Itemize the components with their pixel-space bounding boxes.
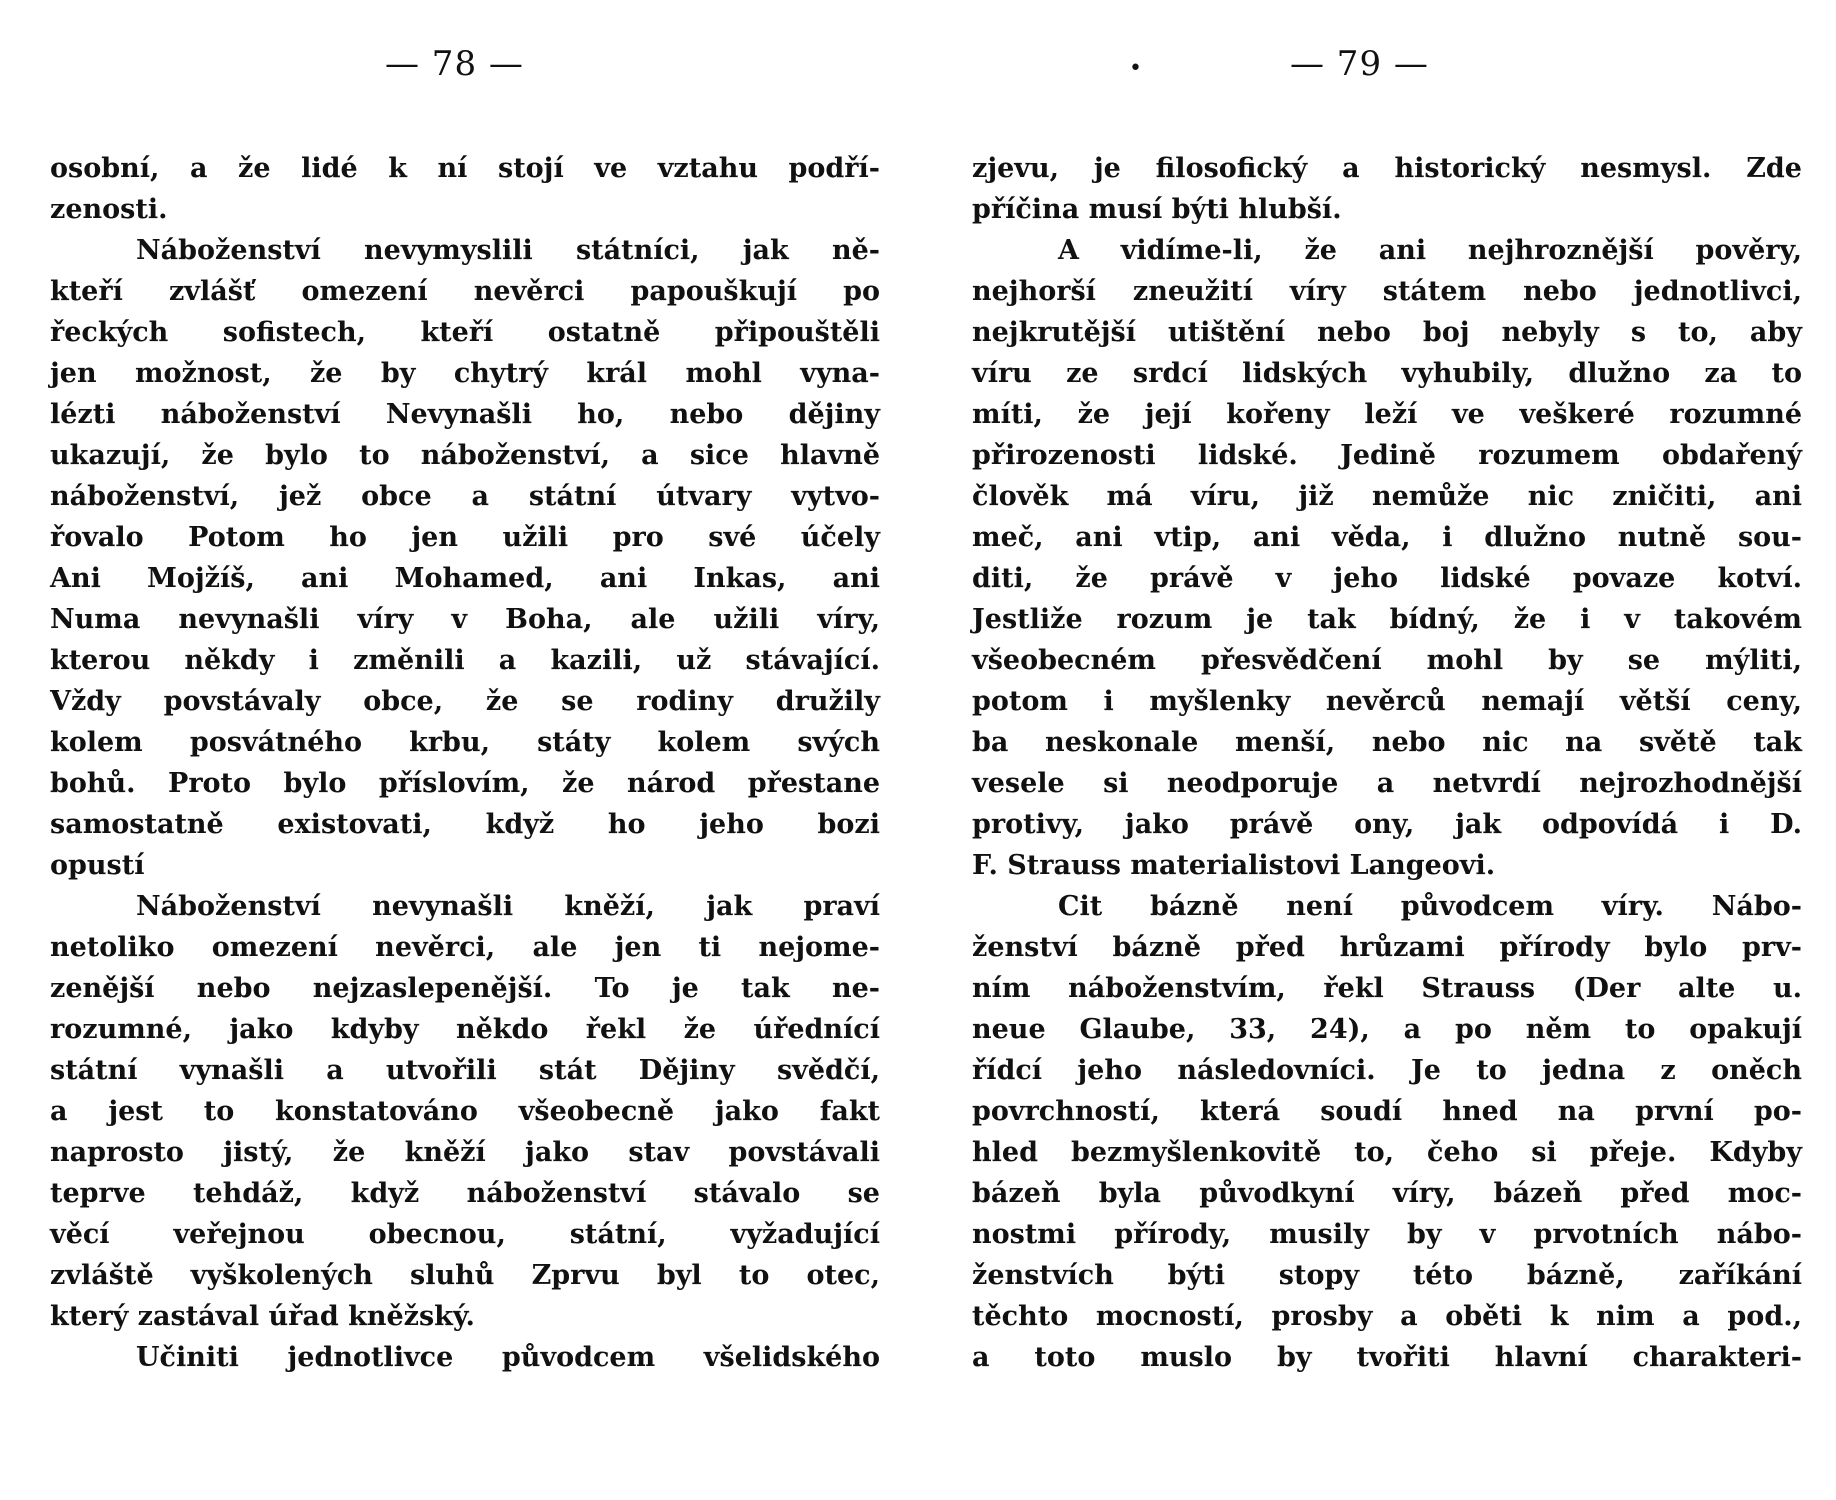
left-page-text-line: lézti náboženství Nevynašli ho, nebo dějiny (50, 399, 880, 430)
right-page-text (972, 148, 1802, 1378)
left-page-text-line: netoliko omezení nevěrci, ale jen ti nejome- (50, 932, 880, 963)
left-page-text-line: státní vynašli a utvořili stát Dějiny svědčí, (50, 1055, 880, 1086)
right-page-text-line: Jestliže rozum je tak bídný, že i v takovém (972, 604, 1802, 635)
right-page-text-line: řídcí jeho následovníci. Je to jedna z oněch (972, 1055, 1802, 1086)
right-page-text-line: A vidíme-li, že ani nejhroznější pověry, (1058, 235, 1802, 266)
left-page-text-line: zenější nebo nejzaslepenější. To je tak ne- (50, 973, 880, 1004)
right-page-text-line: vesele si neodporuje a netvrdí nejrozhodnější (972, 768, 1802, 799)
left-page-text-line: samostatně existovati, když ho jeho bozi (50, 809, 880, 840)
left-page-text-line: Náboženství nevynašli kněží, jak praví (136, 891, 880, 922)
right-page-text-line: potom i myšlenky nevěrců nemají větší ceny, (972, 686, 1802, 717)
right-page-text-line: člověk má víru, již nemůže nic zničiti, ani (972, 481, 1802, 512)
left-page-text-line: ukazují, že bylo to náboženství, a sice hlavně (50, 440, 880, 471)
right-page-text-line: meč, ani vtip, ani věda, i dlužno nutně sou- (972, 522, 1802, 553)
left-page-number: — 78 — (385, 44, 524, 84)
left-page-text-line: kterou někdy i změnili a kazili, už stávající. (50, 645, 880, 676)
left-page-text-line: a jest to konstatováno všeobecně jako fakt (50, 1096, 880, 1127)
left-page-text-line: řovalo Potom ho jen užili pro své účely (50, 522, 880, 553)
right-page-text-line: F. Strauss materialistovi Langeovi. (972, 850, 1496, 881)
right-page-text-line: hled bezmyšlenkovitě to, čeho si přeje. Kdyby (972, 1137, 1802, 1168)
left-page-text-line: naprosto jistý, že kněží jako stav povstávali (50, 1137, 880, 1168)
right-page-text-line: příčina musí býti hlubší. (972, 194, 1342, 225)
right-page-text-line: těchto mocností, prosby a oběti k nim a pod., (972, 1301, 1802, 1332)
right-page-text-line: víru ze srdcí lidských vyhubily, dlužno za to (972, 358, 1802, 389)
right-page-text-line: nostmi přírody, musily by v prvotních nábo- (972, 1219, 1802, 1250)
right-page-number: — 79 — (1290, 44, 1429, 84)
right-page-text-line: nejhorší zneužití víry státem nebo jednotlivci, (972, 276, 1802, 307)
left-page-text-line: řeckých sofistech, kteří ostatně připouštěli (50, 317, 880, 348)
left-page-text-line: Učiniti jednotlivce původcem všelidského (136, 1342, 880, 1373)
left-page-text-line: opustí (50, 850, 145, 881)
left-page-text-line: Vždy povstávaly obce, že se rodiny družily (50, 686, 880, 717)
left-page-text-line: náboženství, jež obce a státní útvary vytvo- (50, 481, 880, 512)
left-page-text-line: zenosti. (50, 194, 168, 225)
right-page-text-line: míti, že její kořeny leží ve veškeré rozumné (972, 399, 1802, 430)
left-page-text-line: Numa nevynašli víry v Boha, ale užili víry, (50, 604, 880, 635)
left-page-text-line: kteří zvlášť omezení nevěrci papouškují po (50, 276, 880, 307)
right-page-text-line: ba neskonale menší, nebo nic na světě tak (972, 727, 1802, 758)
stray-print-mark: • (1129, 56, 1142, 81)
left-page-text (50, 148, 880, 1378)
right-page-text-line: ním náboženstvím, řekl Strauss (Der alte u. (972, 973, 1802, 1004)
right-page-text-line: všeobecném přesvědčení mohl by se mýliti, (972, 645, 1802, 676)
right-page-text-line: ženství bázně před hrůzami přírody bylo prv- (972, 932, 1802, 963)
right-page-text-line: ženstvích býti stopy této bázně, zaříkání (972, 1260, 1802, 1291)
left-page-text-line: osobní, a že lidé k ní stojí ve vztahu podří- (50, 153, 880, 184)
left-page-text-line: který zastával úřad kněžský. (50, 1301, 475, 1332)
right-page-text-line: povrchností, která soudí hned na první po- (972, 1096, 1802, 1127)
left-page-text-line: kolem posvátného krbu, státy kolem svých (50, 727, 880, 758)
right-page-text-line: bázeň byla původkyní víry, bázeň před moc- (972, 1178, 1802, 1209)
right-page-text-line: Cit bázně není původcem víry. Nábo- (1058, 891, 1802, 922)
left-page-text-line: věcí veřejnou obecnou, státní, vyžadující (50, 1219, 880, 1250)
right-page-text-line: přirozenosti lidské. Jedině rozumem obdařený (972, 440, 1802, 471)
right-page-text-line: nejkrutější utištění nebo boj nebyly s to, aby (972, 317, 1802, 348)
left-page-text-line: rozumné, jako kdyby někdo řekl že úřednící (50, 1014, 880, 1045)
right-page-text-line: a toto muslo by tvořiti hlavní charakteri- (972, 1342, 1802, 1373)
left-page-text-line: zvláště vyškolených sluhů Zprvu byl to otec, (50, 1260, 880, 1291)
right-page-text-line: diti, že právě v jeho lidské povaze kotví. (972, 563, 1802, 594)
right-page-text-line: zjevu, je filosofický a historický nesmysl. Zde (972, 153, 1802, 184)
right-page-text-line: neue Glaube, 33, 24), a po něm to opakují (972, 1014, 1802, 1045)
left-page-text-line: Ani Mojžíš, ani Mohamed, ani Inkas, ani (50, 563, 880, 594)
right-page-text-line: protivy, jako právě ony, jak odpovídá i D. (972, 809, 1802, 840)
left-page-text-line: teprve tehdáž, když náboženství stávalo se (50, 1178, 880, 1209)
left-page-text-line: Náboženství nevymyslili státníci, jak ně- (136, 235, 880, 266)
left-page-text-line: bohů. Proto bylo příslovím, že národ přestane (50, 768, 880, 799)
left-page-text-line: jen možnost, že by chytrý král mohl vyna- (50, 358, 880, 389)
